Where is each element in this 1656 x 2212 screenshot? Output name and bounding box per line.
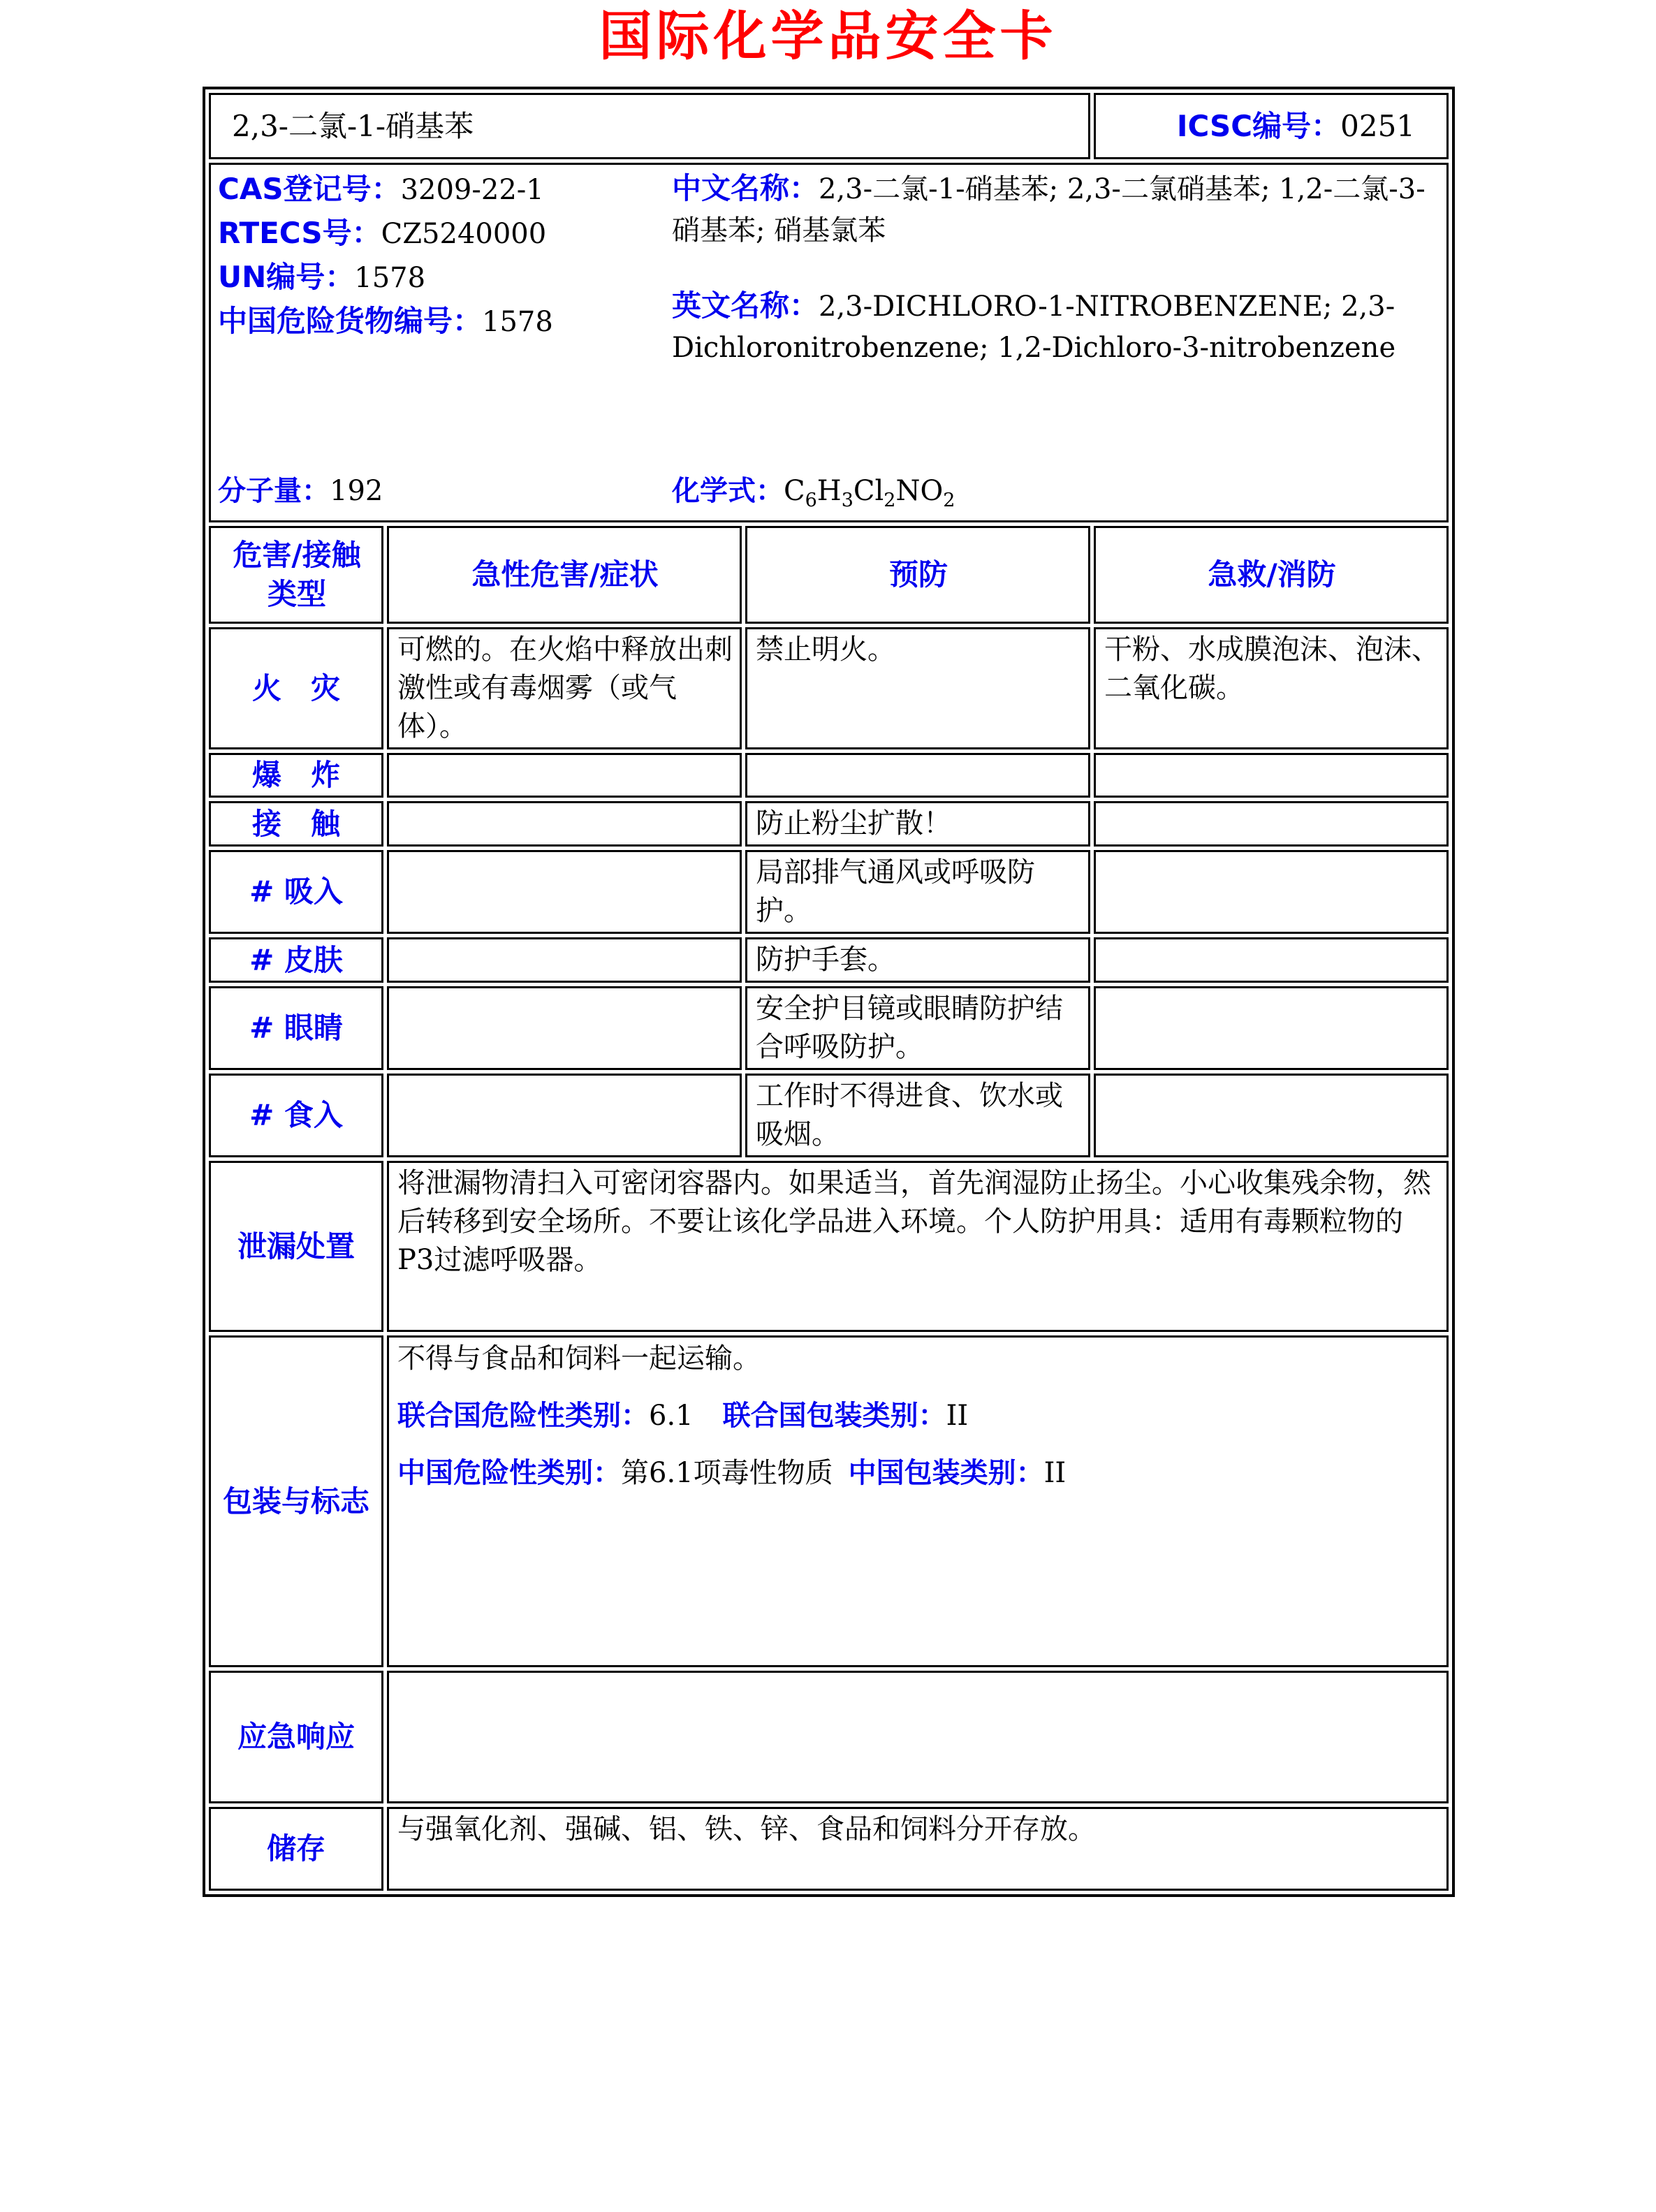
cn-pack-label: 中国包装类别： [848, 1457, 1044, 1489]
icsc-number-value: 0251 [1340, 109, 1416, 143]
exposure-prevention-cell: 防止粉尘扩散！ [745, 801, 1090, 847]
english-name-paragraph [672, 285, 1440, 369]
cas-number-line [218, 168, 665, 212]
cn-dg-value: 1578 [482, 306, 553, 338]
row-label-explosion: 爆 炸 [209, 753, 383, 798]
column-header-firstaid: 急救/消防 [1094, 526, 1449, 624]
row-label-eyes: # 眼睛 [209, 986, 383, 1070]
registry-numbers-block [218, 168, 665, 344]
ingestion-symptoms-cell [387, 1074, 742, 1157]
english-name-value: 2,3-DICHLORO-1-NITROBENZENE; 2,3-Dichloronitrobenzene; 1,2-Dichloro-3-nitrobenzene [672, 291, 1396, 364]
column-header-type-line1: 危害/接触 [233, 538, 361, 572]
row-label-exposure: 接 触 [209, 801, 383, 847]
un-class-value: 6.1 [649, 1400, 694, 1432]
cn-classification-line [397, 1453, 1439, 1493]
page-title: 国际化学品安全卡 [599, 5, 1057, 67]
row-label-inhalation: # 吸入 [209, 850, 383, 934]
column-header-type [209, 526, 383, 624]
header-row [209, 93, 1449, 159]
column-header-symptoms: 急性危害/症状 [387, 526, 742, 624]
storage-text-cell: 与强氧化剂、强碱、铝、铁、锌、食品和饲料分开存放。 [387, 1807, 1449, 1891]
hazard-row-eyes [209, 986, 1449, 1070]
icsc-number-label: ICSC编号： [1176, 109, 1341, 143]
hazard-row-exposure [209, 801, 1449, 847]
eyes-symptoms-cell [387, 986, 742, 1070]
column-header-prevention: 预防 [745, 526, 1090, 624]
section-row-packaging [209, 1335, 1449, 1667]
column-header-type-line2: 类型 [267, 577, 326, 611]
chemical-name: 2,3-二氯-1-硝基苯 [232, 109, 474, 143]
chemical-formula-line [672, 472, 955, 520]
row-label-emergency: 应急响应 [209, 1671, 383, 1803]
english-name-label: 英文名称： [672, 288, 819, 323]
inhalation-symptoms-cell [387, 850, 742, 934]
eyes-prevention-cell: 安全护目镜或眼睛防护结合呼吸防护。 [745, 986, 1090, 1070]
names-block [672, 168, 1440, 369]
row-label-storage: 储存 [209, 1807, 383, 1891]
safety-card-table [203, 87, 1455, 1897]
un-class-label: 联合国危险性类别： [397, 1400, 649, 1432]
rtecs-value: CZ5240000 [381, 218, 547, 250]
ingestion-firstaid-cell [1094, 1074, 1449, 1157]
chemical-formula-label: 化学式： [672, 475, 784, 507]
cn-class-label: 中国危险性类别： [397, 1457, 621, 1489]
section-row-spill [209, 1161, 1449, 1332]
chemical-name-cell [209, 93, 1090, 159]
ingestion-prevention-cell: 工作时不得进食、饮水或吸烟。 [745, 1074, 1090, 1157]
cn-pack-value: II [1043, 1457, 1067, 1489]
explosion-prevention-cell [745, 753, 1090, 798]
hazard-header-row [209, 526, 1449, 624]
identification-cell [209, 163, 1449, 522]
fire-symptoms-cell: 可燃的。在火焰中释放出刺激性或有毒烟雾（或气体）。 [387, 627, 742, 749]
chinese-name-paragraph [672, 168, 1440, 251]
inhalation-prevention-cell: 局部排气通风或呼吸防护。 [745, 850, 1090, 934]
un-number-line [218, 256, 665, 300]
explosion-symptoms-cell [387, 753, 742, 798]
eyes-firstaid-cell [1094, 986, 1449, 1070]
chemical-formula-value: $C_6H_3Cl_2NO_2$ [784, 475, 955, 511]
packaging-transport-line: 不得与食品和饲料一起运输。 [397, 1342, 761, 1375]
chinese-name-label: 中文名称： [672, 171, 819, 205]
cas-label: CAS登记号： [218, 172, 401, 206]
fire-firstaid-cell: 干粉、水成膜泡沫、泡沫、二氧化碳。 [1094, 627, 1449, 749]
emergency-text-cell [387, 1671, 1449, 1803]
skin-symptoms-cell [387, 937, 742, 983]
hazard-row-skin [209, 937, 1449, 983]
identification-row [209, 163, 1449, 522]
hazard-row-fire [209, 627, 1449, 749]
identification-layout [217, 166, 1441, 515]
cas-value: 3209-22-1 [400, 174, 544, 206]
row-label-packaging: 包装与标志 [209, 1335, 383, 1667]
skin-firstaid-cell [1094, 937, 1449, 983]
molecular-weight-line [218, 472, 383, 511]
chinese-name-value: 2,3-二氯-1-硝基苯; 2,3-二氯硝基苯; 1,2-二氯-3-硝基苯; 硝基氯苯 [672, 173, 1426, 247]
row-label-fire: 火 灾 [209, 627, 383, 749]
icsc-number-cell [1094, 93, 1449, 159]
rtecs-number-line [218, 212, 665, 256]
row-label-ingestion: # 食入 [209, 1074, 383, 1157]
exposure-symptoms-cell [387, 801, 742, 847]
cn-dg-label: 中国危险货物编号： [218, 304, 483, 338]
fire-prevention-cell: 禁止明火。 [745, 627, 1090, 749]
packaging-text-cell [387, 1335, 1449, 1667]
spill-text-cell: 将泄漏物清扫入可密闭容器内。如果适当，首先润湿防止扬尘。小心收集残余物，然后转移到安全场所。不要让该化学品进入环境。个人防护用具：适用有毒颗粒物的P3过滤呼吸器。 [387, 1161, 1449, 1332]
un-pack-value: II [946, 1400, 969, 1432]
cn-dg-number-line [218, 300, 665, 344]
un-classification-line [397, 1396, 1439, 1435]
skin-prevention-cell: 防护手套。 [745, 937, 1090, 983]
section-row-emergency [209, 1671, 1449, 1803]
un-value: 1578 [354, 262, 426, 294]
hazard-row-ingestion [209, 1074, 1449, 1157]
un-pack-label: 联合国包装类别： [722, 1400, 946, 1432]
cn-class-value: 第6.1项毒性物质 [621, 1457, 833, 1489]
exposure-firstaid-cell [1094, 801, 1449, 847]
section-row-storage [209, 1807, 1449, 1891]
row-label-spill: 泄漏处置 [209, 1161, 383, 1332]
un-label: UN编号： [218, 260, 355, 294]
rtecs-label: RTECS号： [218, 216, 381, 250]
hazard-row-explosion [209, 753, 1449, 798]
molecular-weight-label: 分子量： [218, 475, 330, 507]
hazard-row-inhalation [209, 850, 1449, 934]
inhalation-firstaid-cell [1094, 850, 1449, 934]
explosion-firstaid-cell [1094, 753, 1449, 798]
row-label-skin: # 皮肤 [209, 937, 383, 983]
molecular-weight-value: 192 [330, 475, 383, 507]
